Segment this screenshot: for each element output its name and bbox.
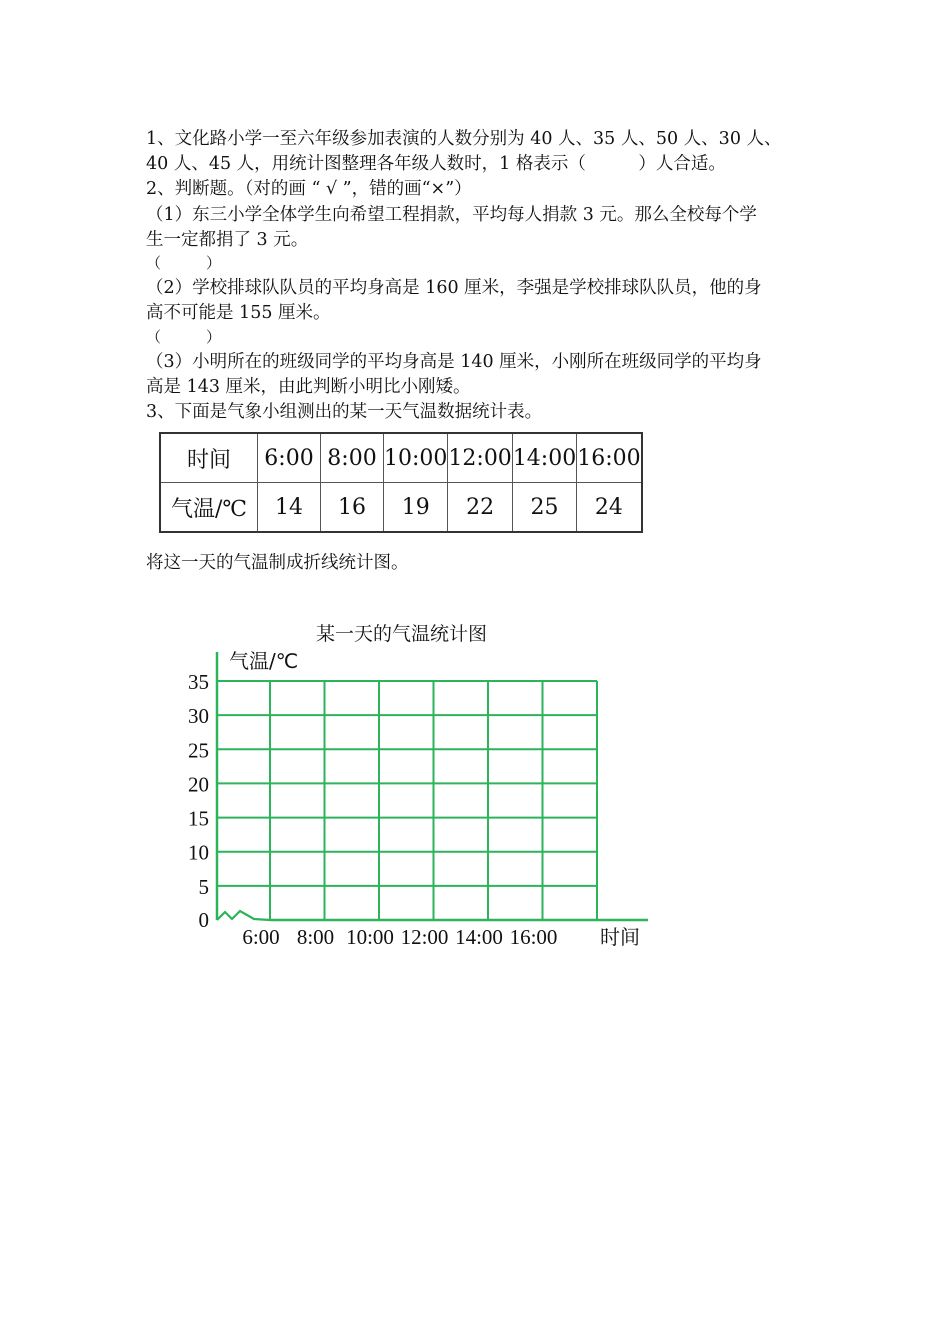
table-cell: 25 xyxy=(512,483,576,533)
y-tick-label: 35 xyxy=(188,670,209,694)
y-tick-label: 15 xyxy=(188,806,209,831)
judge-item-3-line-2: 高是 143 厘米，由此判断小明比小刚矮。 xyxy=(146,377,471,397)
question-3-title: 3、下面是气象小组测出的某一天气温数据统计表。 xyxy=(146,402,543,422)
x-tick-label: 14:00 xyxy=(455,925,503,949)
table-row-temperature xyxy=(160,483,642,533)
judge-item-2-line-1: （2）学校排球队队员的平均身高是 160 厘米，李强是学校排球队队员，他的身 xyxy=(146,278,762,298)
y-tick-label: 30 xyxy=(188,704,209,729)
judge-item-1-line-1: （1）东三小学全体学生向希望工程捐款，平均每人捐款 3 元。那么全校每个学 xyxy=(146,205,757,225)
temperature-table xyxy=(159,432,643,533)
x-tick-label: 6:00 xyxy=(242,925,280,949)
label-layer xyxy=(188,649,640,949)
judge-item-1-answer: （ ） xyxy=(146,254,222,272)
table-cell: 19 xyxy=(384,483,448,533)
grid-layer xyxy=(217,652,648,920)
y-tick-label: 25 xyxy=(188,738,209,763)
x-tick-label: 12:00 xyxy=(400,925,449,949)
y-tick-label: 0 xyxy=(198,908,209,932)
table-header-temperature: 气温/℃ xyxy=(160,483,258,533)
question-1-line-1: 1、文化路小学一至六年级参加表演的人数分别为 40 人、35 人、50 人、30 人、 xyxy=(146,129,782,149)
table-cell: 16:00 xyxy=(577,433,642,483)
table-cell: 16 xyxy=(321,483,384,533)
y-tick-label: 20 xyxy=(188,772,209,797)
table-row-time xyxy=(160,433,642,483)
table-cell: 8:00 xyxy=(321,433,384,483)
x-tick-label: 16:00 xyxy=(509,925,558,949)
judge-item-2-line-2: 高不可能是 155 厘米。 xyxy=(146,303,331,323)
table-cell: 12:00 xyxy=(448,433,512,483)
table-cell: 22 xyxy=(448,483,512,533)
table-cell: 14:00 xyxy=(512,433,576,483)
question-2-title: 2、判断题。（对的画 “ √ ”，错的画“×”） xyxy=(146,179,472,199)
table-header-time: 时间 xyxy=(160,433,258,483)
line-chart-grid xyxy=(180,640,660,960)
y-axis-label: 气温/℃ xyxy=(229,649,299,673)
table-cell: 24 xyxy=(577,483,642,533)
judge-item-3-line-1: （3）小明所在的班级同学的平均身高是 140 厘米，小刚所在班级同学的平均身 xyxy=(146,352,762,372)
question-1-line-2: 40 人、45 人，用统计图整理各年级人数时，1 格表示（ ）人合适。 xyxy=(146,154,726,174)
y-tick-label: 10 xyxy=(188,840,209,865)
table-cell: 10:00 xyxy=(384,433,448,483)
table-cell: 14 xyxy=(258,483,321,533)
table-cell: 6:00 xyxy=(258,433,321,483)
judge-item-1-line-2: 生一定都捐了 3 元。 xyxy=(146,230,309,250)
judge-item-2-answer: （ ） xyxy=(146,328,222,346)
x-tick-label: 8:00 xyxy=(296,925,335,949)
y-tick-label: 5 xyxy=(198,874,209,899)
chart-title: 某一天的气温统计图 xyxy=(316,623,488,645)
question-3-instruction: 将这一天的气温制成折线统计图。 xyxy=(146,553,409,573)
x-tick-label: 10:00 xyxy=(346,925,394,949)
x-axis-label: 时间 xyxy=(600,925,640,949)
axis-break-mark xyxy=(217,911,270,920)
